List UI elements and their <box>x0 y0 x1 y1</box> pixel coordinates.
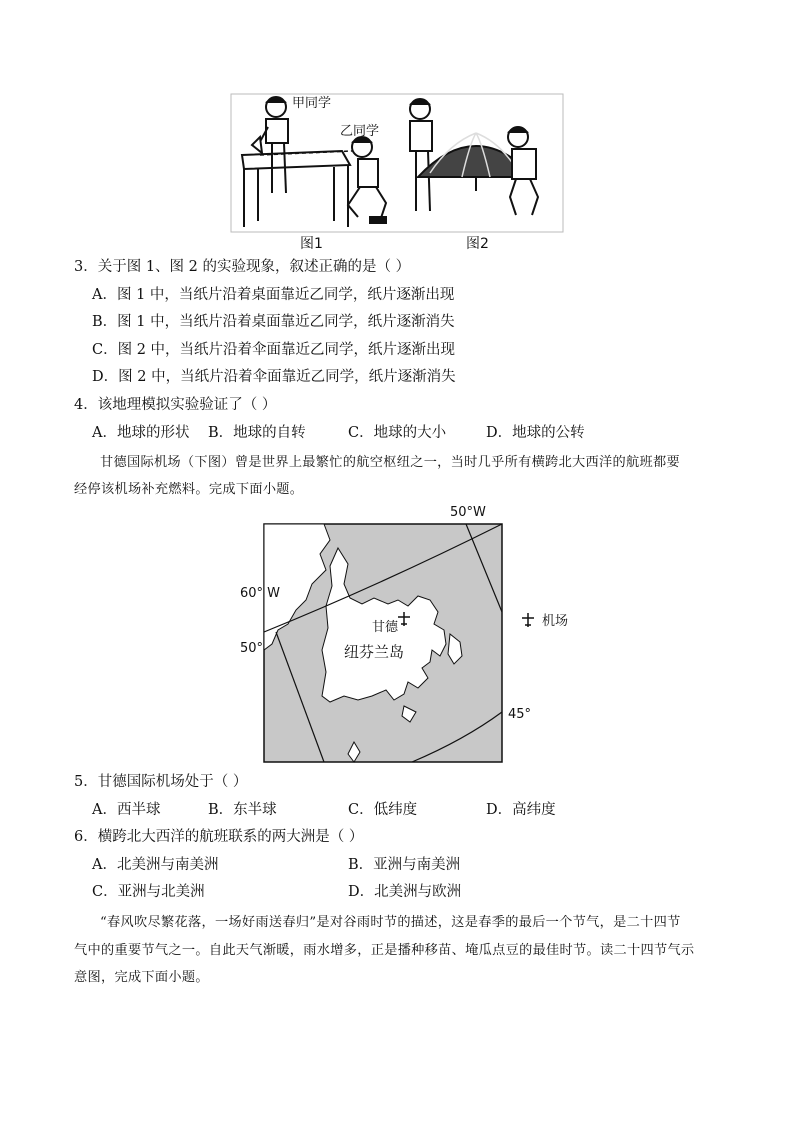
label-60w: 60° W <box>240 586 281 601</box>
question-5-option-c[interactable]: C．低纬度 <box>348 802 418 818</box>
intro-paragraph-2-line-3: 意图，完成下面小题。 <box>74 970 209 985</box>
intro-paragraph-2-line-2: 气中的重要节气之一。自此天气渐暖，雨水增多，正是播种移苗、埯瓜点豆的最佳时节。读二十四节气示 <box>74 943 695 958</box>
question-4-option-c[interactable]: C．地球的大小 <box>348 425 447 441</box>
gander-map <box>232 500 592 770</box>
label-jia: 甲同学 <box>292 96 332 111</box>
intro-paragraph-2-line-1: “春风吹尽繁花落，一场好雨送春归”是对谷雨时节的描述，这是春季的最后一个节气，是二十四节 <box>100 915 681 930</box>
caption-figure2: 图2 <box>466 236 489 252</box>
question-6-option-b[interactable]: B．亚洲与南美洲 <box>348 857 461 873</box>
figure1-drawing <box>242 97 386 227</box>
question-3-option-c[interactable]: C．图 2 中，当纸片沿着伞面靠近乙同学，纸片逐渐出现 <box>92 342 456 358</box>
question-4-option-b[interactable]: B．地球的自转 <box>208 425 306 441</box>
question-5-option-d[interactable]: D．高纬度 <box>486 802 556 818</box>
question-4-stem: 4．该地理模拟实验验证了（ ） <box>74 397 277 413</box>
question-5-option-a[interactable]: A．西半球 <box>92 802 161 818</box>
question-6-option-d[interactable]: D．北美洲与欧洲 <box>348 884 462 900</box>
experiment-figure <box>230 93 564 253</box>
question-3-option-a[interactable]: A．图 1 中，当纸片沿着桌面靠近乙同学，纸片逐渐出现 <box>92 287 455 303</box>
question-6-option-c[interactable]: C．亚洲与北美洲 <box>92 884 205 900</box>
question-4-option-d[interactable]: D．地球的公转 <box>486 425 585 441</box>
experiment-illustration <box>230 93 564 253</box>
newfoundland-map <box>232 500 592 770</box>
label-lat-45: 45° <box>508 707 532 722</box>
question-6-option-a[interactable]: A．北美洲与南美洲 <box>92 857 219 873</box>
figure2-drawing <box>410 99 538 215</box>
question-3-stem: 3．关于图 1、图 2 的实验现象，叙述正确的是（ ） <box>74 259 411 275</box>
label-gander: 甘德 <box>372 620 399 635</box>
label-newfoundland: 纽芬兰岛 <box>344 643 405 661</box>
intro-paragraph-1-line-1: 甘德国际机场（下图）曾是世界上最繁忙的航空枢纽之一，当时几乎所有横跨北大西洋的航班都要 <box>100 455 680 470</box>
question-5-option-b[interactable]: B．东半球 <box>208 802 277 818</box>
question-3-option-b[interactable]: B．图 1 中，当纸片沿着桌面靠近乙同学，纸片逐渐消失 <box>92 314 455 330</box>
question-4-option-a[interactable]: A．地球的形状 <box>92 425 190 441</box>
question-5-stem: 5．甘德国际机场处于（ ） <box>74 774 248 790</box>
label-50w: 50°W <box>450 505 486 520</box>
caption-figure1: 图1 <box>300 236 323 252</box>
label-yi: 乙同学 <box>340 124 380 139</box>
intro-paragraph-1-line-2: 经停该机场补充燃料。完成下面小题。 <box>74 482 304 497</box>
legend-airport-label: 机场 <box>542 614 569 629</box>
label-lat-50: 50° <box>240 641 264 656</box>
question-3-option-d[interactable]: D．图 2 中，当纸片沿着伞面靠近乙同学，纸片逐渐消失 <box>92 369 456 385</box>
legend-airport-icon <box>522 613 534 627</box>
question-6-stem: 6．横跨北大西洋的航班联系的两大洲是（ ） <box>74 829 364 845</box>
